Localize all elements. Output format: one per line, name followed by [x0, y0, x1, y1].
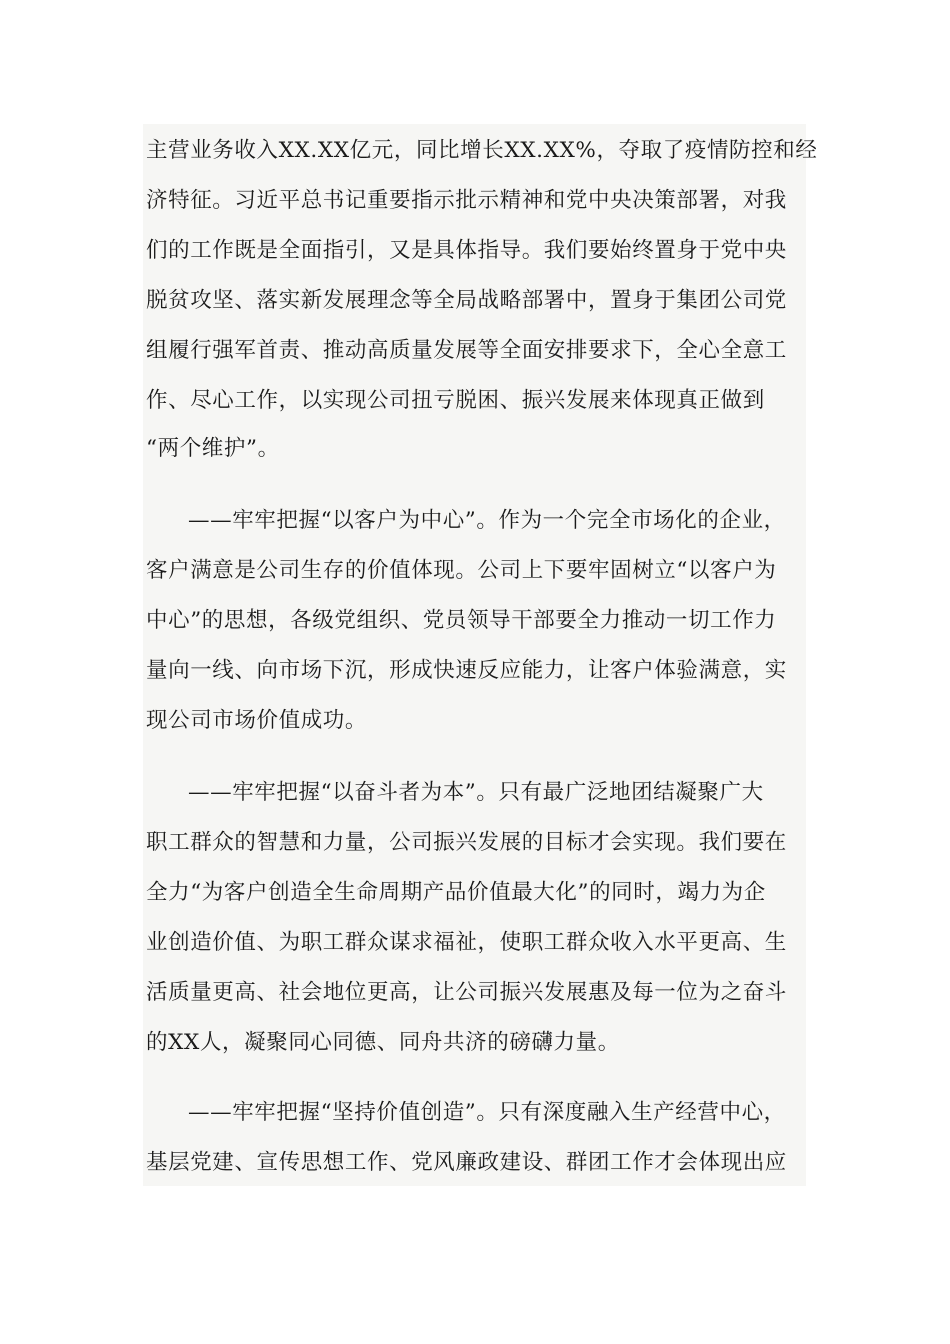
paragraph-4-line-2: 基层党建、宣传思想工作、党风廉政建设、群团工作才会体现出应 [146, 1150, 787, 1175]
paragraph-3-line-6: 的XX人，凝聚同心同德、同舟共济的磅礴力量。 [146, 1030, 620, 1055]
paragraph-1-line-3: 们的工作既是全面指引，又是具体指导。我们要始终置身于党中央 [146, 238, 787, 263]
paragraph-4-line-1: ——牢牢把握“坚持价值创造”。只有深度融入生产经营中心， [188, 1100, 786, 1125]
paragraph-3-line-3: 全力“为客户创造全生命周期产品价值最大化”的同时，竭力为企 [146, 880, 766, 905]
document-text-block [143, 124, 818, 1186]
paragraph-2-line-2: 客户满意是公司生存的价值体现。公司上下要牢固树立“以客户为 [146, 558, 777, 583]
paragraph-3-line-2: 职工群众的智慧和力量，公司振兴发展的目标才会实现。我们要在 [146, 830, 787, 855]
paragraph-3-line-1: ——牢牢把握“以奋斗者为本”。只有最广泛地团结凝聚广大 [188, 780, 764, 805]
paragraph-1-line-5: 组履行强军首责、推动高质量发展等全面安排要求下，全心全意工 [146, 338, 787, 363]
paragraph-2-line-5: 现公司市场价值成功。 [146, 708, 368, 733]
paragraph-3-line-4: 业创造价值、为职工群众谋求福祉，使职工群众收入水平更高、生 [146, 930, 787, 955]
paragraph-2-line-3: 中心”的思想，各级党组织、党员领导干部要全力推动一切工作力 [146, 608, 777, 633]
paragraph-1-line-4: 脱贫攻坚、落实新发展理念等全局战略部署中，置身于集团公司党 [146, 288, 787, 313]
paragraph-2-line-4: 量向一线、向市场下沉，形成快速反应能力，让客户体验满意，实 [146, 658, 787, 683]
paragraph-1-line-1: 主营业务收入XX.XX亿元，同比增长XX.XX%，夺取了疫情防控和经 [146, 138, 818, 163]
paragraph-1-line-2: 济特征。习近平总书记重要指示批示精神和党中央决策部署，对我 [146, 188, 787, 213]
paragraph-2-line-1: ——牢牢把握“以客户为中心”。作为一个完全市场化的企业， [188, 508, 786, 533]
paragraph-1-line-6: 作、尽心工作，以实现公司扭亏脱困、振兴发展来体现真正做到 [146, 388, 765, 413]
paragraph-1-line-7: “两个维护”。 [146, 436, 280, 461]
paragraph-3-line-5: 活质量更高、社会地位更高，让公司振兴发展惠及每一位为之奋斗 [146, 980, 787, 1005]
